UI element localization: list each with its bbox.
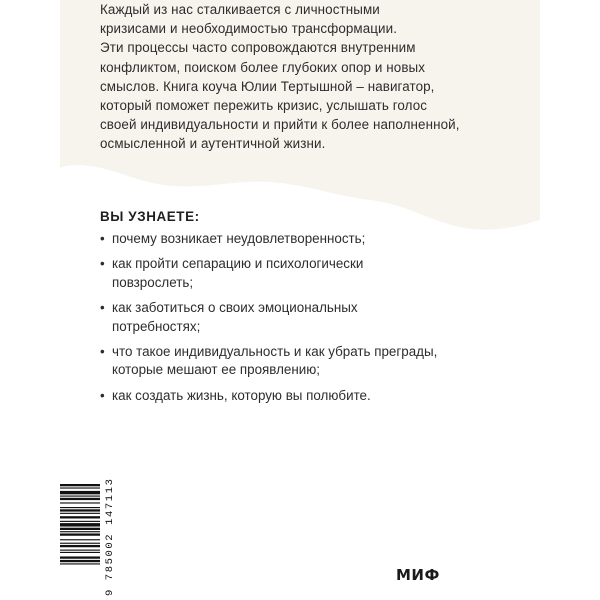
barcode-bar [60,507,100,508]
bullet-icon: • [100,231,105,246]
intro-line: кризисами и необходимостью трансформации. [100,21,398,37]
learn-heading: ВЫ УЗНАЕТЕ: [100,209,200,224]
barcode-bar [60,528,100,530]
barcode-bar [60,498,100,500]
list-item-line: что такое индивидуальность и как убрать преграды, [112,344,438,360]
barcode-bar [60,563,100,564]
barcode-bar [60,521,100,522]
isbn-number: 9 785002 147113 [104,477,116,596]
barcode-bar [60,531,100,532]
barcode-bar [60,543,100,544]
intro-line: Эти процессы часто сопровождаются внутренним [100,40,416,56]
barcode-bar [60,545,100,547]
bullet-icon: • [100,344,105,360]
list-item-line: как создать жизнь, которую вы полюбите. [112,387,371,403]
list-item-line: как пройти сепарацию и психологически [112,256,364,272]
list-item [100,230,530,248]
list-item [100,343,530,380]
intro-line: смыслов. Книга коуча Юлии Тертышной – навигатор, [100,78,435,94]
barcode-bar [60,550,100,551]
barcode-bar [60,552,100,553]
barcode-bar [60,523,100,526]
learn-list [100,230,530,412]
barcode-bar [60,496,100,497]
publisher-logo-text: МИФ [396,566,440,584]
intro-line: который поможет пережить кризис, услышать голос [100,98,428,114]
list-item-line: потребностях; [112,318,201,334]
intro-line: Каждый из нас сталкивается с личностными [100,2,380,17]
list-item-line: которые мешают ее проявлению; [112,362,320,378]
barcode-bar [60,516,100,518]
barcode-bar [60,491,100,494]
publisher-logo [396,566,440,584]
barcode-bar [60,509,100,511]
list-item [100,255,530,292]
list-item-line: повзрослеть; [112,274,194,290]
bullet-icon: • [100,387,105,403]
list-item-line: почему возникает неудовлетворенность; [112,231,366,246]
barcode-bar [60,502,100,503]
isbn-digits [104,477,122,596]
barcode-bar [60,487,100,488]
intro-line: осмысленной и аутентичной жизни. [100,136,326,152]
bullet-icon: • [100,300,105,316]
intro-line: своей индивидуальности и прийти к более наполненной, [100,117,460,133]
bullet-icon: • [100,256,105,272]
list-item-line: как заботиться о своих эмоциональных [112,300,358,316]
list-item [100,299,530,336]
barcode-bar [60,513,100,514]
barcode-bar [60,560,100,562]
list-item [100,387,530,405]
intro-paragraph [100,0,530,154]
barcode-bar [60,484,100,486]
barcode-bar [60,533,100,535]
barcode-bar [60,556,100,558]
isbn-barcode [60,483,136,599]
barcode-bar [60,539,100,540]
intro-line: конфликтом, поиском более глубоких опор и новых [100,59,426,75]
